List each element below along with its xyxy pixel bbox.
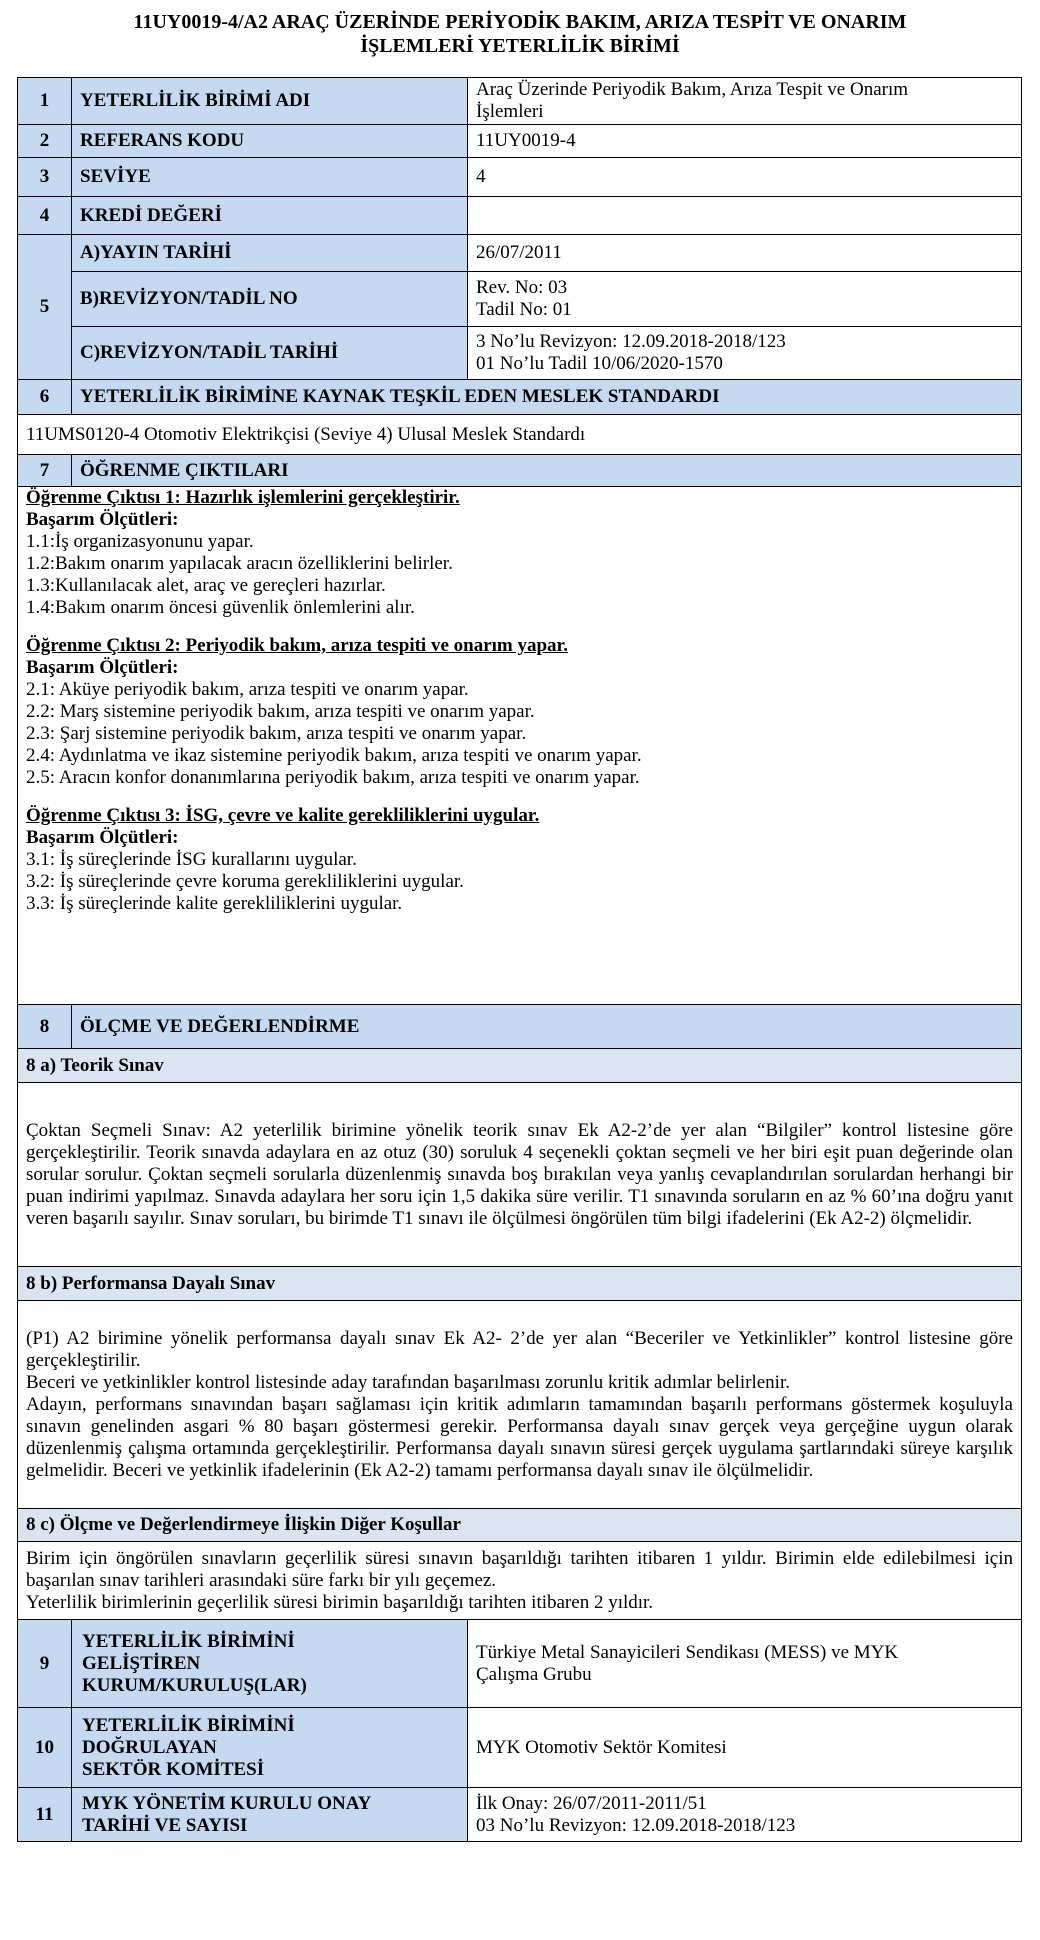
standard-text: 11UMS0120-4 Otomotiv Elektrikçisi (Seviye 4) Ulusal Meslek Standardı [18, 415, 1022, 455]
label-line: TARİHİ VE SAYISI [82, 1814, 248, 1836]
row-number: 9 [18, 1620, 72, 1708]
row-value: 11UY0019-4 [468, 125, 1022, 158]
row-number: 4 [18, 197, 72, 235]
title-line-1: 11UY0019-4/A2 ARAÇ ÜZERİNDE PERİYODİK BAKIM, ARIZA TESPİT VE ONARIM [133, 11, 907, 33]
learning-outcome [26, 635, 1013, 789]
qualification-table [17, 77, 1022, 1842]
row-number: 5 [18, 235, 72, 380]
section-heading: YETERLİLİK BİRİMİNE KAYNAK TEŞKİL EDEN MESLEK STANDARDI [72, 380, 1022, 415]
row-revision-date [18, 327, 1022, 380]
row-label [72, 1708, 468, 1788]
title-line-2: İŞLEMLERİ YETERLİLİK BİRİMİ [360, 35, 680, 57]
paragraph: (P1) A2 birimine yönelik performansa dayalı sınav Ek A2- 2’de yer alan “Beceriler ve Yetkinlikler” kontrol listesine göre gerçekleştirilir. [26, 1327, 1013, 1371]
document-title [0, 0, 1040, 60]
criteria-label: Başarım Ölçütleri: [26, 827, 179, 848]
value-line: İşlemleri [476, 101, 544, 122]
criteria-item: 2.5: Aracın konfor donanımlarına periyodik bakım, arıza tespiti ve onarım yapar. [26, 767, 640, 788]
value-line: İlk Onay: 26/07/2011-2011/51 [476, 1792, 707, 1814]
row-number: 10 [18, 1708, 72, 1788]
label-line: KURUM/KURULUŞ(LAR) [82, 1674, 307, 1696]
row-other-conditions-title [18, 1509, 1022, 1542]
row-performance-title [18, 1267, 1022, 1301]
row-number: 11 [18, 1788, 72, 1842]
row-revision-no [18, 272, 1022, 327]
learning-outcomes [18, 487, 1022, 1005]
section-heading: ÖLÇME VE DEĞERLENDİRME [72, 1005, 1022, 1049]
row-number: 6 [18, 380, 72, 415]
row-verifier [18, 1708, 1022, 1788]
row-theory-body [18, 1083, 1022, 1267]
value-line: 01 No’lu Tadil 10/06/2020-1570 [476, 353, 723, 374]
label-line: GELİŞTİREN [82, 1652, 201, 1674]
paragraph: Yeterlilik birimlerinin geçerlilik süresi birimin başarıldığı tarihten itibaren 2 yıldır. [26, 1591, 654, 1613]
value-line: Çalışma Grubu [476, 1663, 592, 1685]
spacer [26, 789, 1013, 805]
value-line: Rev. No: 03 [476, 277, 568, 298]
value-line: Türkiye Metal Sanayicileri Sendikası (MESS) ve MYK [476, 1641, 899, 1663]
row-label: SEVİYE [72, 158, 468, 197]
paragraph: Beceri ve yetkinlikler kontrol listesinde aday tarafından başarılması zorunlu kritik adımlar belirlenir. [26, 1371, 790, 1393]
row-unit-name [18, 78, 1022, 125]
row-outcomes-body [18, 487, 1022, 1005]
row-outcomes-header [18, 455, 1022, 487]
row-publish-date [18, 235, 1022, 272]
row-value: MYK Otomotiv Sektör Komitesi [468, 1708, 1022, 1788]
row-assessment-header [18, 1005, 1022, 1049]
row-number: 8 [18, 1005, 72, 1049]
row-value [468, 1788, 1022, 1842]
subsection-heading: 8 c) Ölçme ve Değerlendirmeye İlişkin Diğer Koşullar [18, 1509, 1022, 1542]
row-value [468, 1620, 1022, 1708]
learning-outcome [26, 487, 1013, 619]
value-line: Araç Üzerinde Periyodik Bakım, Arıza Tespit ve Onarım [476, 79, 909, 100]
row-standard-header [18, 380, 1022, 415]
row-other-conditions-body [18, 1542, 1022, 1620]
row-value [468, 78, 1022, 125]
value-line: Tadil No: 01 [476, 299, 572, 320]
subsection-heading: 8 a) Teorik Sınav [18, 1049, 1022, 1083]
row-label: A)YAYIN TARİHİ [72, 235, 468, 272]
row-developer [18, 1620, 1022, 1708]
row-value [468, 272, 1022, 327]
performance-exam-text [18, 1301, 1022, 1509]
label-line: YETERLİLİK BİRİMİNİ [82, 1714, 295, 1736]
row-label: KREDİ DEĞERİ [72, 197, 468, 235]
row-label: YETERLİLİK BİRİMİ ADI [72, 78, 468, 125]
label-line: SEKTÖR KOMİTESİ [82, 1758, 265, 1780]
row-credit [18, 197, 1022, 235]
criteria-item: 3.2: İş süreçlerinde çevre koruma gerekliliklerini uygular. [26, 871, 464, 892]
criteria-label: Başarım Ölçütleri: [26, 657, 179, 678]
outcome-title: Öğrenme Çıktısı 1: Hazırlık işlemlerini gerçekleştirir. [26, 487, 460, 508]
criteria-item: 3.3: İş süreçlerinde kalite gerekliliklerini uygular. [26, 893, 403, 914]
value-line: 03 No’lu Revizyon: 12.09.2018-2018/123 [476, 1814, 796, 1836]
row-label [72, 1620, 468, 1708]
row-label: B)REVİZYON/TADİL NO [72, 272, 468, 327]
criteria-item: 3.1: İş süreçlerinde İSG kurallarını uygular. [26, 849, 357, 870]
other-conditions-text [18, 1542, 1022, 1620]
section-heading: ÖĞRENME ÇIKTILARI [72, 455, 1022, 487]
subsection-heading: 8 b) Performansa Dayalı Sınav [18, 1267, 1022, 1301]
criteria-item: 1.1:İş organizasyonunu yapar. [26, 531, 254, 552]
theory-exam-text: Çoktan Seçmeli Sınav: A2 yeterlilik birimine yönelik teorik sınav Ek A2-2’de yer alan “Bilgiler” kontrol listesine göre gerçekleştirilir. Teorik sınavda adaylara en az otuz (30) soruluk 4 seçenekli çoktan seçmeli ve her biri eşit puan değerinde olan sorular sorulur. Çoktan seçmeli sorularla düzenlenmiş sınavda boş bırakılan veya yanlış cevaplandırılan sorulardan herhangi bir puan indirimi yapılmaz. Sınavda adaylara her soru için 1,5 dakika süre verilir. T1 sınavında soruların en az % 60’ına doğru yanıt veren başarılı sayılır. Sınav soruları, bu birimde T1 sınavı ile ölçülmesi öngörülen tüm bilgi ifadelerini (Ek A2-2) ölçmelidir. [18, 1083, 1022, 1267]
row-number: 2 [18, 125, 72, 158]
row-number: 1 [18, 78, 72, 125]
row-theory-title [18, 1049, 1022, 1083]
criteria-item: 1.4:Bakım onarım öncesi güvenlik önlemlerini alır. [26, 597, 415, 618]
criteria-item: 1.3:Kullanılacak alet, araç ve gereçleri hazırlar. [26, 575, 386, 596]
row-level [18, 158, 1022, 197]
label-line: DOĞRULAYAN [82, 1736, 217, 1758]
row-number: 7 [18, 455, 72, 487]
row-label [72, 1788, 468, 1842]
row-label: REFERANS KODU [72, 125, 468, 158]
criteria-item: 1.2:Bakım onarım yapılacak aracın özelliklerini belirler. [26, 553, 453, 574]
row-performance-body [18, 1301, 1022, 1509]
row-value [468, 197, 1022, 235]
value-line: 3 No’lu Revizyon: 12.09.2018-2018/123 [476, 331, 786, 352]
row-number: 3 [18, 158, 72, 197]
row-label: C)REVİZYON/TADİL TARİHİ [72, 327, 468, 380]
spacer [26, 619, 1013, 635]
criteria-item: 2.2: Marş sistemine periyodik bakım, arıza tespiti ve onarım yapar. [26, 701, 535, 722]
paragraph: Adayın, performans sınavından başarı sağlaması için kritik adımların tamamından başarılı performans göstermek koşuluyla sınavın genelinden asgari % 80 başarı göstermesi gerekir. Performansa dayalı sınav gerçek veya gerçeğine uygun olarak düzenlenmiş çalışma ortamında gerçekleştirilir. Performansa dayalı sınavın süresi gerçek uygulama şartlarındaki süreye karşılık gelmelidir. Beceri ve yetkinlik ifadelerinin (Ek A2-2) tamamı performansa dayalı sınav ile ölçülmelidir. [26, 1393, 1013, 1481]
row-standard-value [18, 415, 1022, 455]
label-line: YETERLİLİK BİRİMİNİ [82, 1630, 295, 1652]
row-value [468, 327, 1022, 380]
row-value: 4 [468, 158, 1022, 197]
label-line: MYK YÖNETİM KURULU ONAY [82, 1792, 372, 1814]
paragraph: Birim için öngörülen sınavların geçerlilik süresi sınavın başarıldığı tarihten itibaren 1 yıldır. Birimin elde edilebilmesi için başarılan sınav tarihleri arasındaki süre farkı bir yılı geçemez. [26, 1547, 1013, 1591]
criteria-item: 2.1: Aküye periyodik bakım, arıza tespiti ve onarım yapar. [26, 679, 469, 700]
criteria-item: 2.4: Aydınlatma ve ikaz sistemine periyodik bakım, arıza tespiti ve onarım yapar. [26, 745, 642, 766]
criteria-label: Başarım Ölçütleri: [26, 509, 179, 530]
row-approval [18, 1788, 1022, 1842]
learning-outcome [26, 805, 1013, 915]
outcome-title: Öğrenme Çıktısı 2: Periyodik bakım, arıza tespiti ve onarım yapar. [26, 635, 569, 656]
row-value: 26/07/2011 [468, 235, 1022, 272]
outcome-title: Öğrenme Çıktısı 3: İSG, çevre ve kalite gerekliliklerini uygular. [26, 805, 540, 826]
criteria-item: 2.3: Şarj sistemine periyodik bakım, arıza tespiti ve onarım yapar. [26, 723, 527, 744]
row-reference-code [18, 125, 1022, 158]
